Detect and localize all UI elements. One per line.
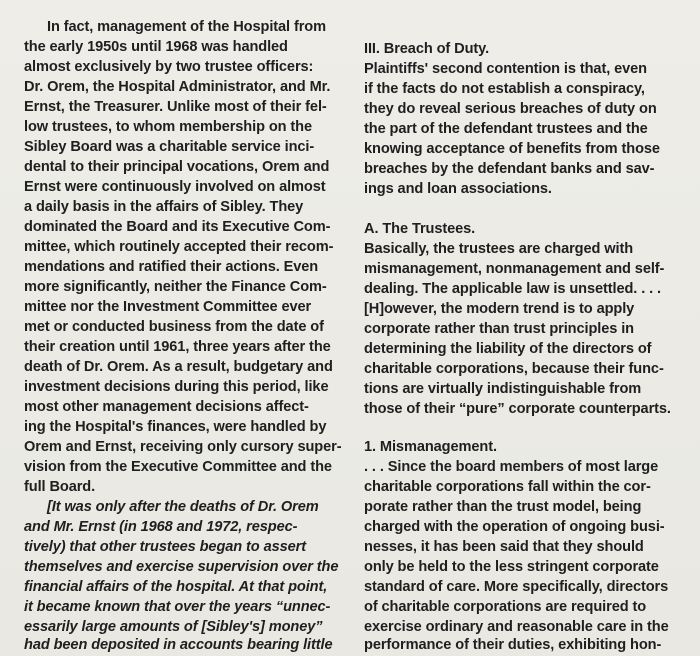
text-line: vision from the Executive Committee and the — [24, 459, 332, 475]
text-line: Sibley Board was a charitable service inci- — [24, 139, 315, 155]
text-line: most other management decisions affect- — [24, 399, 309, 415]
item-heading: 1. Mismanagement. — [364, 439, 497, 455]
text-line: dominated the Board and its Executive Com- — [24, 219, 331, 235]
text-line: performance of their duties, exhibiting hon- — [364, 637, 662, 653]
text-line: tions are virtually indistinguishable from — [364, 381, 642, 397]
text-line: nesses, it has been said that they should — [364, 539, 644, 555]
text-line: full Board. — [24, 479, 96, 495]
text-line: . . . Since the board members of most large — [364, 459, 659, 475]
text-line: low trustees, to whom membership on the — [24, 119, 313, 135]
text-line: exercise ordinary and reasonable care in the — [364, 619, 669, 635]
italic-text-line: financial affairs of the hospital. At that point, — [24, 579, 328, 595]
text-line: charitable corporations, because their func- — [364, 361, 664, 377]
text-line: death of Dr. Orem. As a result, budgetary and — [24, 359, 333, 375]
italic-text-line: and Mr. Ernst (in 1968 and 1972, respec- — [24, 519, 298, 535]
text-line: Ernst, the Treasurer. Unlike most of their fel- — [24, 99, 327, 115]
text-line: mittee, which routinely accepted their recom- — [24, 239, 334, 255]
section-heading: III. Breach of Duty. — [364, 41, 490, 57]
text-line: standard of care. More specifically, directors — [364, 579, 669, 595]
text-line: In fact, management of the Hospital from — [47, 19, 326, 35]
text-line: ings and loan associations. — [364, 181, 552, 197]
text-line: porate rather than the trust model, being — [364, 499, 642, 515]
text-line: corporate rather than trust principles in — [364, 321, 634, 337]
text-line: mismanagement, nonmanagement and self- — [364, 261, 665, 277]
text-line: charged with the operation of ongoing busi- — [364, 519, 665, 535]
text-line: only be held to the less stringent corporate — [364, 559, 659, 575]
text-line: more significantly, neither the Finance Com- — [24, 279, 327, 295]
text-line: dealing. The applicable law is unsettled. . . . — [364, 281, 661, 297]
text-line: Dr. Orem, the Hospital Administrator, and Mr. — [24, 79, 331, 95]
text-line: almost exclusively by two trustee officers: — [24, 59, 314, 75]
text-line: Orem and Ernst, receiving only cursory super- — [24, 439, 342, 455]
text-line: the part of the defendant trustees and the — [364, 121, 648, 137]
italic-text-line: tively) that other trustees began to assert — [24, 539, 306, 555]
text-line: those of their “pure” corporate counterparts. — [364, 401, 671, 417]
text-line: ing the Hospital's finances, were handled by — [24, 419, 327, 435]
text-line: the early 1950s until 1968 was handled — [24, 39, 288, 55]
text-line: determining the liability of the directors of — [364, 341, 652, 357]
text-line: [H]owever, the modern trend is to apply — [364, 301, 635, 317]
text-line: met or conducted business from the date of — [24, 319, 324, 335]
text-line: their creation until 1961, three years after the — [24, 339, 331, 355]
text-line: charitable corporations fall within the cor- — [364, 479, 651, 495]
italic-text-line: had been deposited in accounts bearing little — [24, 637, 333, 653]
text-line: Basically, the trustees are charged with — [364, 241, 634, 257]
italic-text-line: themselves and exercise supervision over the — [24, 559, 339, 575]
text-line: a daily basis in the affairs of Sibley. They — [24, 199, 304, 215]
italic-text-line: essarily large amounts of [Sibley's] money” — [24, 619, 323, 635]
text-line: Plaintiffs' second contention is that, even — [364, 61, 647, 77]
text-line: of charitable corporations are required to — [364, 599, 647, 615]
text-line: knowing acceptance of benefits from those — [364, 141, 660, 157]
text-line: breaches by the defendant banks and sav- — [364, 161, 655, 177]
text-line: Ernst were continuously involved on almost — [24, 179, 326, 195]
italic-text-line: it became known that over the years “unnec- — [24, 599, 331, 615]
text-line: if the facts do not establish a conspiracy, — [364, 81, 645, 97]
text-line: mittee nor the Investment Committee ever — [24, 299, 312, 315]
text-line: they do reveal serious breaches of duty on — [364, 101, 657, 117]
text-line: dental to their principal vocations, Orem and — [24, 159, 330, 175]
text-line: mendations and ratified their actions. Even — [24, 259, 319, 275]
subsection-heading: A. The Trustees. — [364, 221, 476, 237]
text-line: investment decisions during this period, like — [24, 379, 329, 395]
italic-text-line: [It was only after the deaths of Dr. Orem — [47, 499, 319, 515]
